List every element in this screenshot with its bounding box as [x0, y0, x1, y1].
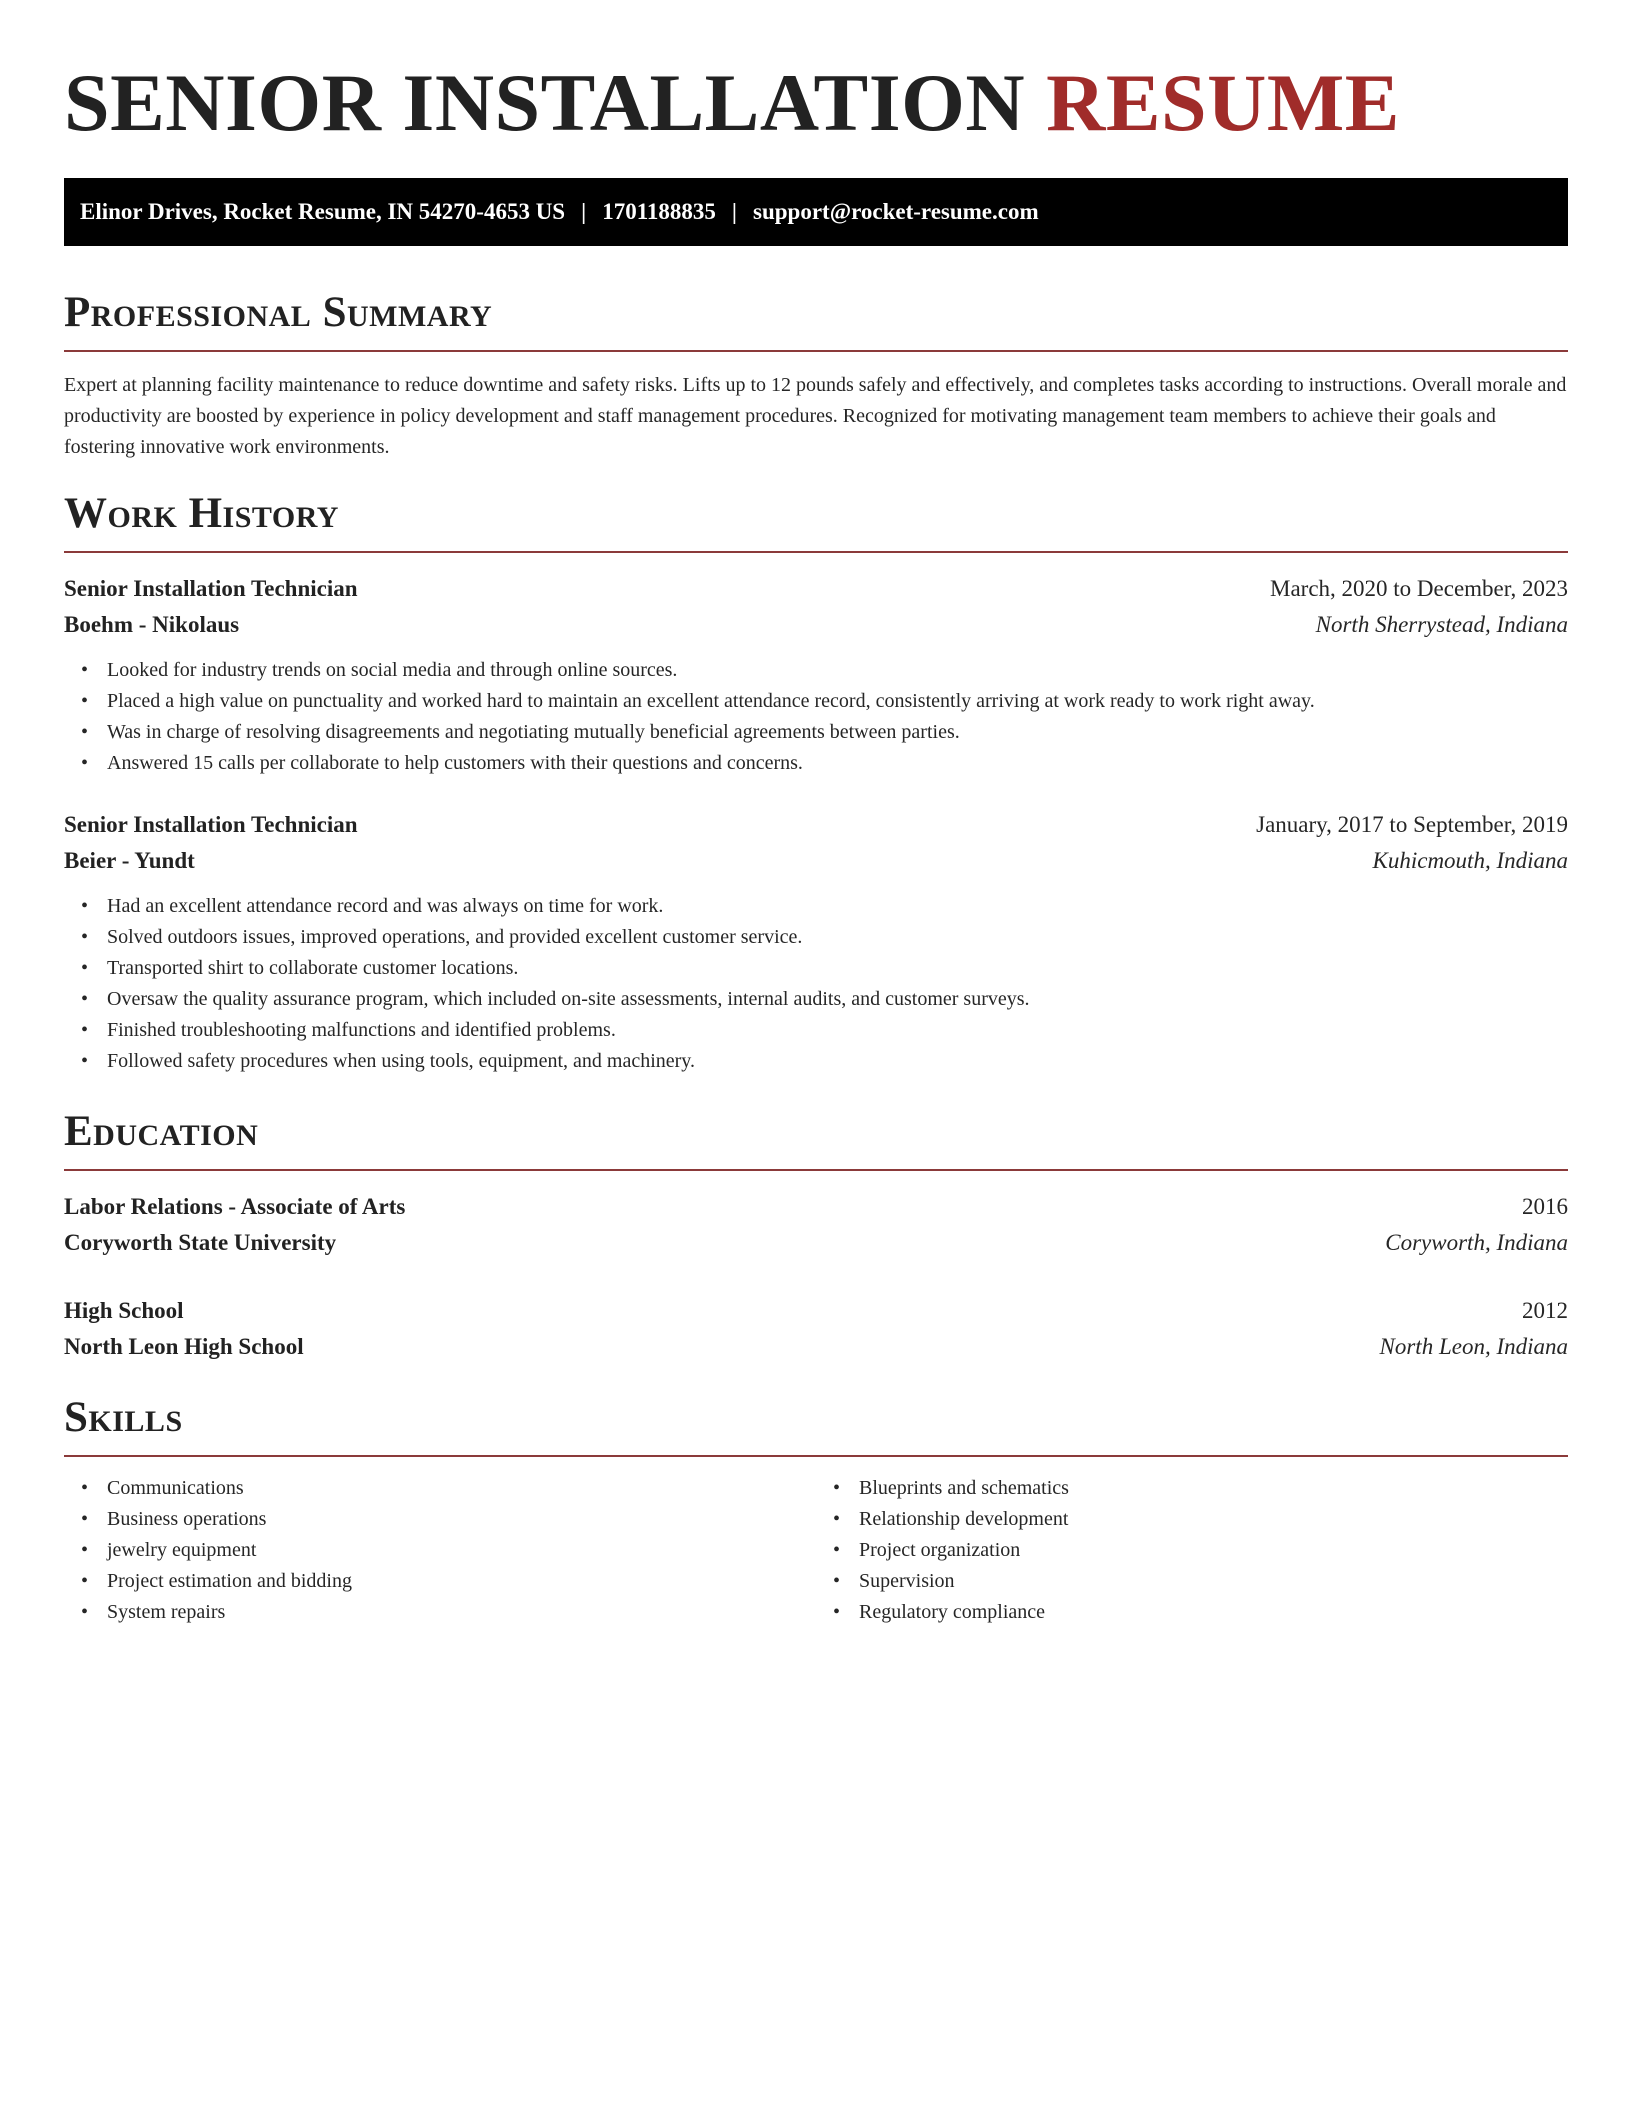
- job-company: Beier - Yundt: [64, 848, 195, 873]
- skills-heading: Skills: [64, 1394, 183, 1441]
- list-item: • Placed a high value on punctuality and worked hard to maintain an excellent attendance record, consistently arriving at work ready to work right away.: [107, 686, 1568, 717]
- job-company: Boehm - Nikolaus: [64, 612, 240, 637]
- list-item: • Looked for industry trends on social media and through online sources.: [107, 655, 1568, 686]
- skills-list: [64, 1473, 816, 1628]
- job-responsibilities: [64, 891, 1568, 1077]
- job-title: Senior Installation Technician: [64, 576, 358, 601]
- contact-phone: 1701188835: [602, 199, 716, 224]
- job-location: Kuhicmouth, Indiana: [1372, 848, 1568, 873]
- education-header-row: [64, 1189, 1568, 1225]
- education-location: Coryworth, Indiana: [1385, 1230, 1568, 1255]
- job-header-row: [64, 807, 1568, 843]
- section-divider: [64, 350, 1568, 352]
- summary-section: [64, 288, 1568, 463]
- skills-section: [64, 1393, 1568, 1628]
- skill-item: • Communications: [107, 1473, 816, 1504]
- list-item: • Transported shirt to collaborate customer locations.: [107, 953, 1568, 984]
- education-section: [64, 1107, 1568, 1365]
- job-dates: January, 2017 to September, 2019: [1256, 812, 1568, 837]
- education-school: Coryworth State University: [64, 1230, 337, 1255]
- job-company-row: [64, 843, 1568, 879]
- education-header-row: [64, 1293, 1568, 1329]
- list-item: • Answered 15 calls per collaborate to help customers with their questions and concerns.: [107, 748, 1568, 779]
- job-location: North Sherrystead, Indiana: [1315, 612, 1568, 637]
- education-school-row: [64, 1329, 1568, 1365]
- contact-separator: |: [731, 199, 737, 224]
- education-degree: High School: [64, 1298, 184, 1323]
- skill-item: • Project estimation and bidding: [107, 1566, 816, 1597]
- contact-email: support@rocket-resume.com: [753, 199, 1039, 224]
- education-degree: Labor Relations - Associate of Arts: [64, 1194, 406, 1219]
- skill-item: • jewelry equipment: [107, 1535, 816, 1566]
- contact-bar: [64, 178, 1568, 246]
- list-item: • Had an excellent attendance record and was always on time for work.: [107, 891, 1568, 922]
- work-history-section: [64, 489, 1568, 1077]
- skill-item: • System repairs: [107, 1597, 816, 1628]
- list-item: • Followed safety procedures when using tools, equipment, and machinery.: [107, 1046, 1568, 1077]
- job-responsibilities: [64, 655, 1568, 779]
- skill-item: • Blueprints and schematics: [859, 1473, 1568, 1504]
- list-item: • Finished troubleshooting malfunctions and identified problems.: [107, 1015, 1568, 1046]
- education-school: North Leon High School: [64, 1334, 304, 1359]
- summary-text: Expert at planning facility maintenance to reduce downtime and safety risks. Lifts up to 12 pounds safely and effectively, and completes tasks according to instructions. Overall morale and productivity are boosted by experience in policy development and staff management procedures. Recognized for motivating management team members to achieve their goals and fostering innovative work environments.: [64, 374, 1567, 458]
- skill-item: • Project organization: [859, 1535, 1568, 1566]
- job-entry: [64, 571, 1568, 779]
- job-header-row: [64, 571, 1568, 607]
- section-divider: [64, 1455, 1568, 1457]
- work-history-heading: Work History: [64, 490, 339, 537]
- education-entry: [64, 1293, 1568, 1365]
- job-title: Senior Installation Technician: [64, 812, 358, 837]
- skill-item: • Supervision: [859, 1566, 1568, 1597]
- contact-separator: |: [581, 199, 587, 224]
- job-entry: [64, 807, 1568, 1077]
- job-company-row: [64, 607, 1568, 643]
- section-divider: [64, 551, 1568, 553]
- section-divider: [64, 1169, 1568, 1171]
- education-school-row: [64, 1225, 1568, 1261]
- job-dates: March, 2020 to December, 2023: [1270, 576, 1568, 601]
- education-year: 2016: [1522, 1194, 1568, 1219]
- summary-heading: Professional Summary: [64, 289, 493, 336]
- title-main: SENIOR INSTALLATION: [64, 57, 1026, 148]
- contact-address: Elinor Drives, Rocket Resume, IN 54270-4653 US: [80, 199, 566, 224]
- education-entry: [64, 1189, 1568, 1261]
- skills-list: [816, 1473, 1568, 1628]
- title-accent: RESUME: [1046, 57, 1400, 148]
- education-heading: Education: [64, 1108, 259, 1155]
- skills-column-right: [816, 1473, 1568, 1628]
- resume-title: [64, 55, 1568, 151]
- education-year: 2012: [1522, 1298, 1568, 1323]
- skill-item: • Regulatory compliance: [859, 1597, 1568, 1628]
- list-item: • Solved outdoors issues, improved operations, and provided excellent customer service.: [107, 922, 1568, 953]
- list-item: • Oversaw the quality assurance program, which included on-site assessments, internal audits, and customer surveys.: [107, 984, 1568, 1015]
- skills-column-left: [64, 1473, 816, 1628]
- list-item: • Was in charge of resolving disagreements and negotiating mutually beneficial agreements between parties.: [107, 717, 1568, 748]
- education-location: North Leon, Indiana: [1379, 1334, 1568, 1359]
- skills-grid: [64, 1473, 1568, 1628]
- skill-item: • Relationship development: [859, 1504, 1568, 1535]
- skill-item: • Business operations: [107, 1504, 816, 1535]
